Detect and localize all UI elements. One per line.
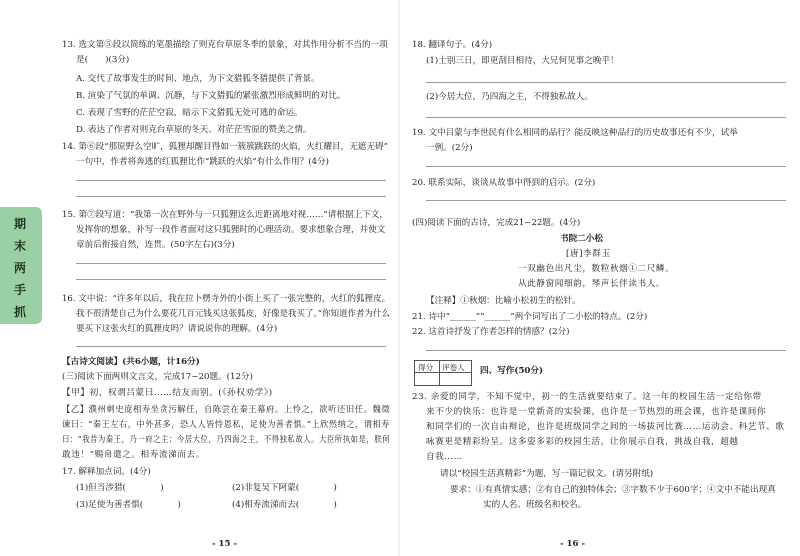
side-tab-char: 手	[14, 283, 27, 297]
q13-option-d: D. 表达了作者对则克台草原的冬天、对茫茫雪原的赞美之情。	[76, 125, 312, 135]
q13-stem-2: 是( )(3分)	[76, 55, 130, 65]
q15-line-2: 发挥你的想象，补写一段作者面对这只狐狸时的心理活动。要求想象合理，并使文	[76, 225, 386, 235]
poem-title: 书院二小松	[560, 234, 603, 244]
page-number: - 16 -	[560, 539, 586, 549]
answer-line[interactable]	[76, 263, 386, 264]
q14-line-1: 14. 第⑥段“那原野么空旷，狐狸却醒目得如一簇簇跳跃的火焰，火红耀目，无遮无碍”	[62, 142, 388, 152]
page-right	[400, 0, 800, 556]
score-table	[414, 360, 472, 386]
q17-item-3: (3)足使为善者惧( )	[76, 500, 181, 510]
q13-option-c: C. 表现了雪野的茫茫空寂，暗示下文猎狐无处可逃的命运。	[76, 108, 303, 118]
section-header: 【古诗文阅读】(共6小题，计16分)	[62, 357, 200, 367]
q20-line-1: 20. 联系实际，谈谈从故事中得到的启示。(2分)	[412, 178, 596, 188]
page-number: - 15 -	[212, 539, 238, 549]
passage-yi-2: 谏曰：“秦王左右，中外甚多，恐人人皆恃恩私，足使为善者惧。”上欣然纳之，谓相寿	[62, 420, 390, 430]
q16-line-3: 要买下这张火红的狐狸皮吗？请说说你的理解。(4分)	[76, 324, 278, 334]
score-label: 得分	[418, 363, 434, 372]
answer-line[interactable]	[426, 200, 786, 201]
writing-section-title: 四、写作(50分)	[480, 366, 544, 376]
q19-line-2: 一例。(2分)	[426, 143, 473, 153]
answer-line[interactable]	[76, 346, 386, 347]
passage-yi-1: 【乙】濮州刺史庞相寿坐贪污解任，自陈尝在秦王幕府。上怜之，欲听还旧任。魏徵	[62, 405, 391, 415]
poem-note: 【注释】①秋烟：比喻小松初生的松针。	[426, 296, 581, 306]
q13-option-a: A. 交代了故事发生的时间、地点，为下文猎狐冬猎提供了背景。	[76, 74, 320, 84]
q23-requirements-2: 实的人名、班级名和校名。	[483, 500, 587, 510]
q23-line-2: 来不少的快乐：也许是一堂新奇的实验课，也许是一节热烈的班会课，也许是课间你	[426, 407, 767, 417]
poem-author: [唐]李群玉	[566, 249, 611, 259]
side-tab-char: 期	[14, 217, 27, 231]
grader-label: 评卷人	[442, 363, 465, 372]
answer-line[interactable]	[76, 180, 386, 181]
q23-line-5: 自我……	[426, 452, 463, 462]
poem-line-2: 从此静窗闻细韵，琴声长伴读书人。	[518, 279, 666, 289]
q16-line-1: 16. 文中说：“许多年以后，我在拉卜楞寺外的小街上买了一张完整的，火红的狐狸皮。	[62, 294, 391, 304]
q14-line-2: 一句中，作者将奔逃的红狐狸比作“跳跃的火焰”有什么作用？(4分)	[76, 157, 329, 167]
q23-line-4: 咏赛更是精彩纷呈。这多姿多彩的校园生活，让你展示自我，挑战自我，超越	[426, 437, 739, 447]
q23-requirements-1: 要求：①有真情实感；②有自己的独特体会；③字数不少于600字；④文中不能出现真	[450, 485, 776, 495]
answer-line[interactable]	[76, 196, 386, 197]
q18-stem: 18. 翻译句子。(4分)	[412, 40, 493, 50]
passage-yi-3: 曰：“我昔为秦王，乃一府之主；今居大位，乃四海之主，不得独私故人。大臣所执如是，朕何	[62, 435, 391, 445]
side-tab	[0, 207, 42, 324]
answer-line[interactable]	[426, 166, 786, 167]
q23-prompt: 请以“校园生活真精彩”为题，写一篇记叙文。(请另附纸)	[440, 469, 654, 479]
q17-stem: 17. 解释加点词。(4分)	[62, 467, 151, 477]
side-tab-char: 末	[14, 239, 27, 253]
answer-line[interactable]	[426, 82, 786, 83]
q17-item-4: (4)相寿流涕而去( )	[232, 500, 337, 510]
passage-jia: 【甲】初，权谓吕蒙曰……结友而别。(《孙权劝学》)	[62, 388, 273, 398]
part-4-intro: (四)阅读下面的古诗，完成21~22题。(4分)	[412, 218, 581, 228]
q13-stem: 13. 选文第⑤段以简练的笔墨描绘了则克台草原冬季的景象，对其作用分析不当的一项	[62, 40, 388, 50]
q13-option-b: B. 渲染了气氛的单调、沉静，与下文猎狐的紧张激烈形成鲜明的对比。	[76, 91, 346, 101]
answer-line[interactable]	[426, 350, 786, 351]
q18-sentence-1: (1)士别三日，即更刮目相待，大兄何见事之晚乎！	[426, 56, 619, 66]
q16-line-2: 我不很清楚自己为什么要花几百元钱买这张狐皮，好像是我买了。”你知道作者为什么	[76, 309, 390, 319]
poem-line-1: 一双幽色出凡尘，数粒秋烟①二尺鳞。	[518, 264, 675, 274]
q15-line-1: 15. 第⑦段写道：“我第一次在野外与一只狐狸这么近距离地对视……”请根据上下文，	[62, 210, 388, 220]
q15-line-3: 章前后衔接自然，连贯。(50字左右)(3分)	[76, 240, 235, 250]
q19-line-1: 19. 文中吕蒙与李世民有什么相同的品行？能反映这种品行的历史故事还有不少，试举	[412, 128, 738, 138]
answer-line[interactable]	[76, 279, 386, 280]
q22: 22. 这首诗抒发了作者怎样的情感？(2分)	[412, 327, 570, 337]
q18-sentence-2: (2)今居大位，乃四海之主，不得独私故人。	[426, 92, 593, 102]
side-tab-char: 抓	[14, 305, 27, 319]
q17-item-1: (1)但当涉猎( )	[76, 483, 164, 493]
q23-line-3: 和同学们的一次自由辩论，也许是班级同学之间的一场拔河比赛……运动会、科艺节、歌	[426, 422, 785, 432]
q21: 21. 诗中“______”“______”两个词写出了二小松的特点。(2分)	[412, 312, 648, 322]
part-3-intro: (三)阅读下面两则文言文，完成17~20题。(12分)	[62, 372, 253, 382]
passage-yi-4: 敢违！”赐帛遣之。相寿流涕而去。	[62, 450, 205, 460]
answer-line[interactable]	[426, 117, 786, 118]
side-tab-char: 两	[14, 261, 27, 275]
q17-item-2: (2)非复吴下阿蒙( )	[232, 483, 337, 493]
q23-line-1: 23. 亲爱的同学，不知不觉中，初一的生活就要结束了。这一年的校园生活一定给你带	[412, 392, 762, 402]
